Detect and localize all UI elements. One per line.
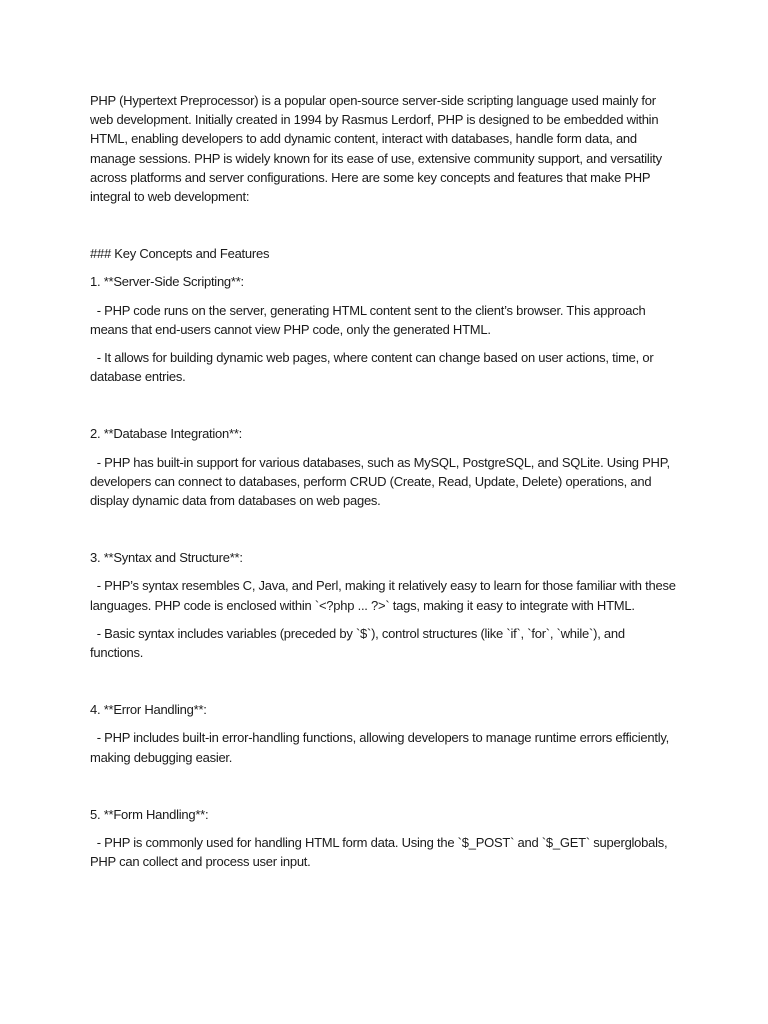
section-title: 2. **Database Integration**:: [90, 426, 242, 442]
section-database-integration: [90, 424, 678, 510]
bullet-paragraph: - PHP includes built-in error-handling functions, allowing developers to manage runtime errors efficiently, making debugging easier.: [90, 730, 673, 765]
bullet-paragraph: - PHP’s syntax resembles C, Java, and Perl, making it relatively easy to learn for those familiar with these languages. PHP code is enclosed within `<?php ... ?>` tags, making it easy to integrate with HTML.: [90, 578, 680, 613]
section-title: 3. **Syntax and Structure**:: [90, 550, 243, 566]
bullet-paragraph: - PHP has built-in support for various databases, such as MySQL, PostgreSQL, and SQLite. Using PHP, developers can connect to databases, perform CRUD (Create, Read, Update, Delete) operations, and display dynamic data from databases on web pages.: [90, 454, 674, 509]
section-form-handling: [90, 805, 678, 872]
bullet-paragraph: - Basic syntax includes variables (preceded by `$`), control structures (like `if`, `for`, `while`), and functions.: [90, 625, 629, 661]
bullet-paragraph: - PHP is commonly used for handling HTML form data. Using the `$_POST` and `$_GET` superglobals, PHP can collect and process user input.: [90, 835, 671, 870]
document-body: [90, 91, 678, 880]
bullet-paragraph: - PHP code runs on the server, generating HTML content sent to the client’s browser. This approach means that end-users cannot view PHP code, only the generated HTML.: [90, 302, 649, 337]
section-title: 1. **Server-Side Scripting**:: [90, 274, 244, 290]
section-title: 5. **Form Handling**:: [90, 806, 209, 822]
section-server-side-scripting: [90, 272, 678, 386]
section-title: 4. **Error Handling**:: [90, 702, 207, 718]
section-error-handling: [90, 700, 678, 767]
section-heading: ### Key Concepts and Features: [90, 246, 270, 262]
intro-paragraph: PHP (Hypertext Preprocessor) is a popular open-source server-side scripting language used mainly for web development. Initially created in 1994 by Rasmus Lerdorf, PHP is designed to be embedded within HTML, enabling developers to add dynamic content, interact with databases, handle form data, and manage sessions. PHP is widely known for its ease of use, extensive community support, and versatility across platforms and server configurations. Here are some key concepts and features that make PHP integral to web development:: [90, 93, 666, 205]
section-syntax-and-structure: [90, 548, 678, 662]
bullet-paragraph: - It allows for building dynamic web pages, where content can change based on user actions, time, or database entries.: [90, 350, 657, 385]
